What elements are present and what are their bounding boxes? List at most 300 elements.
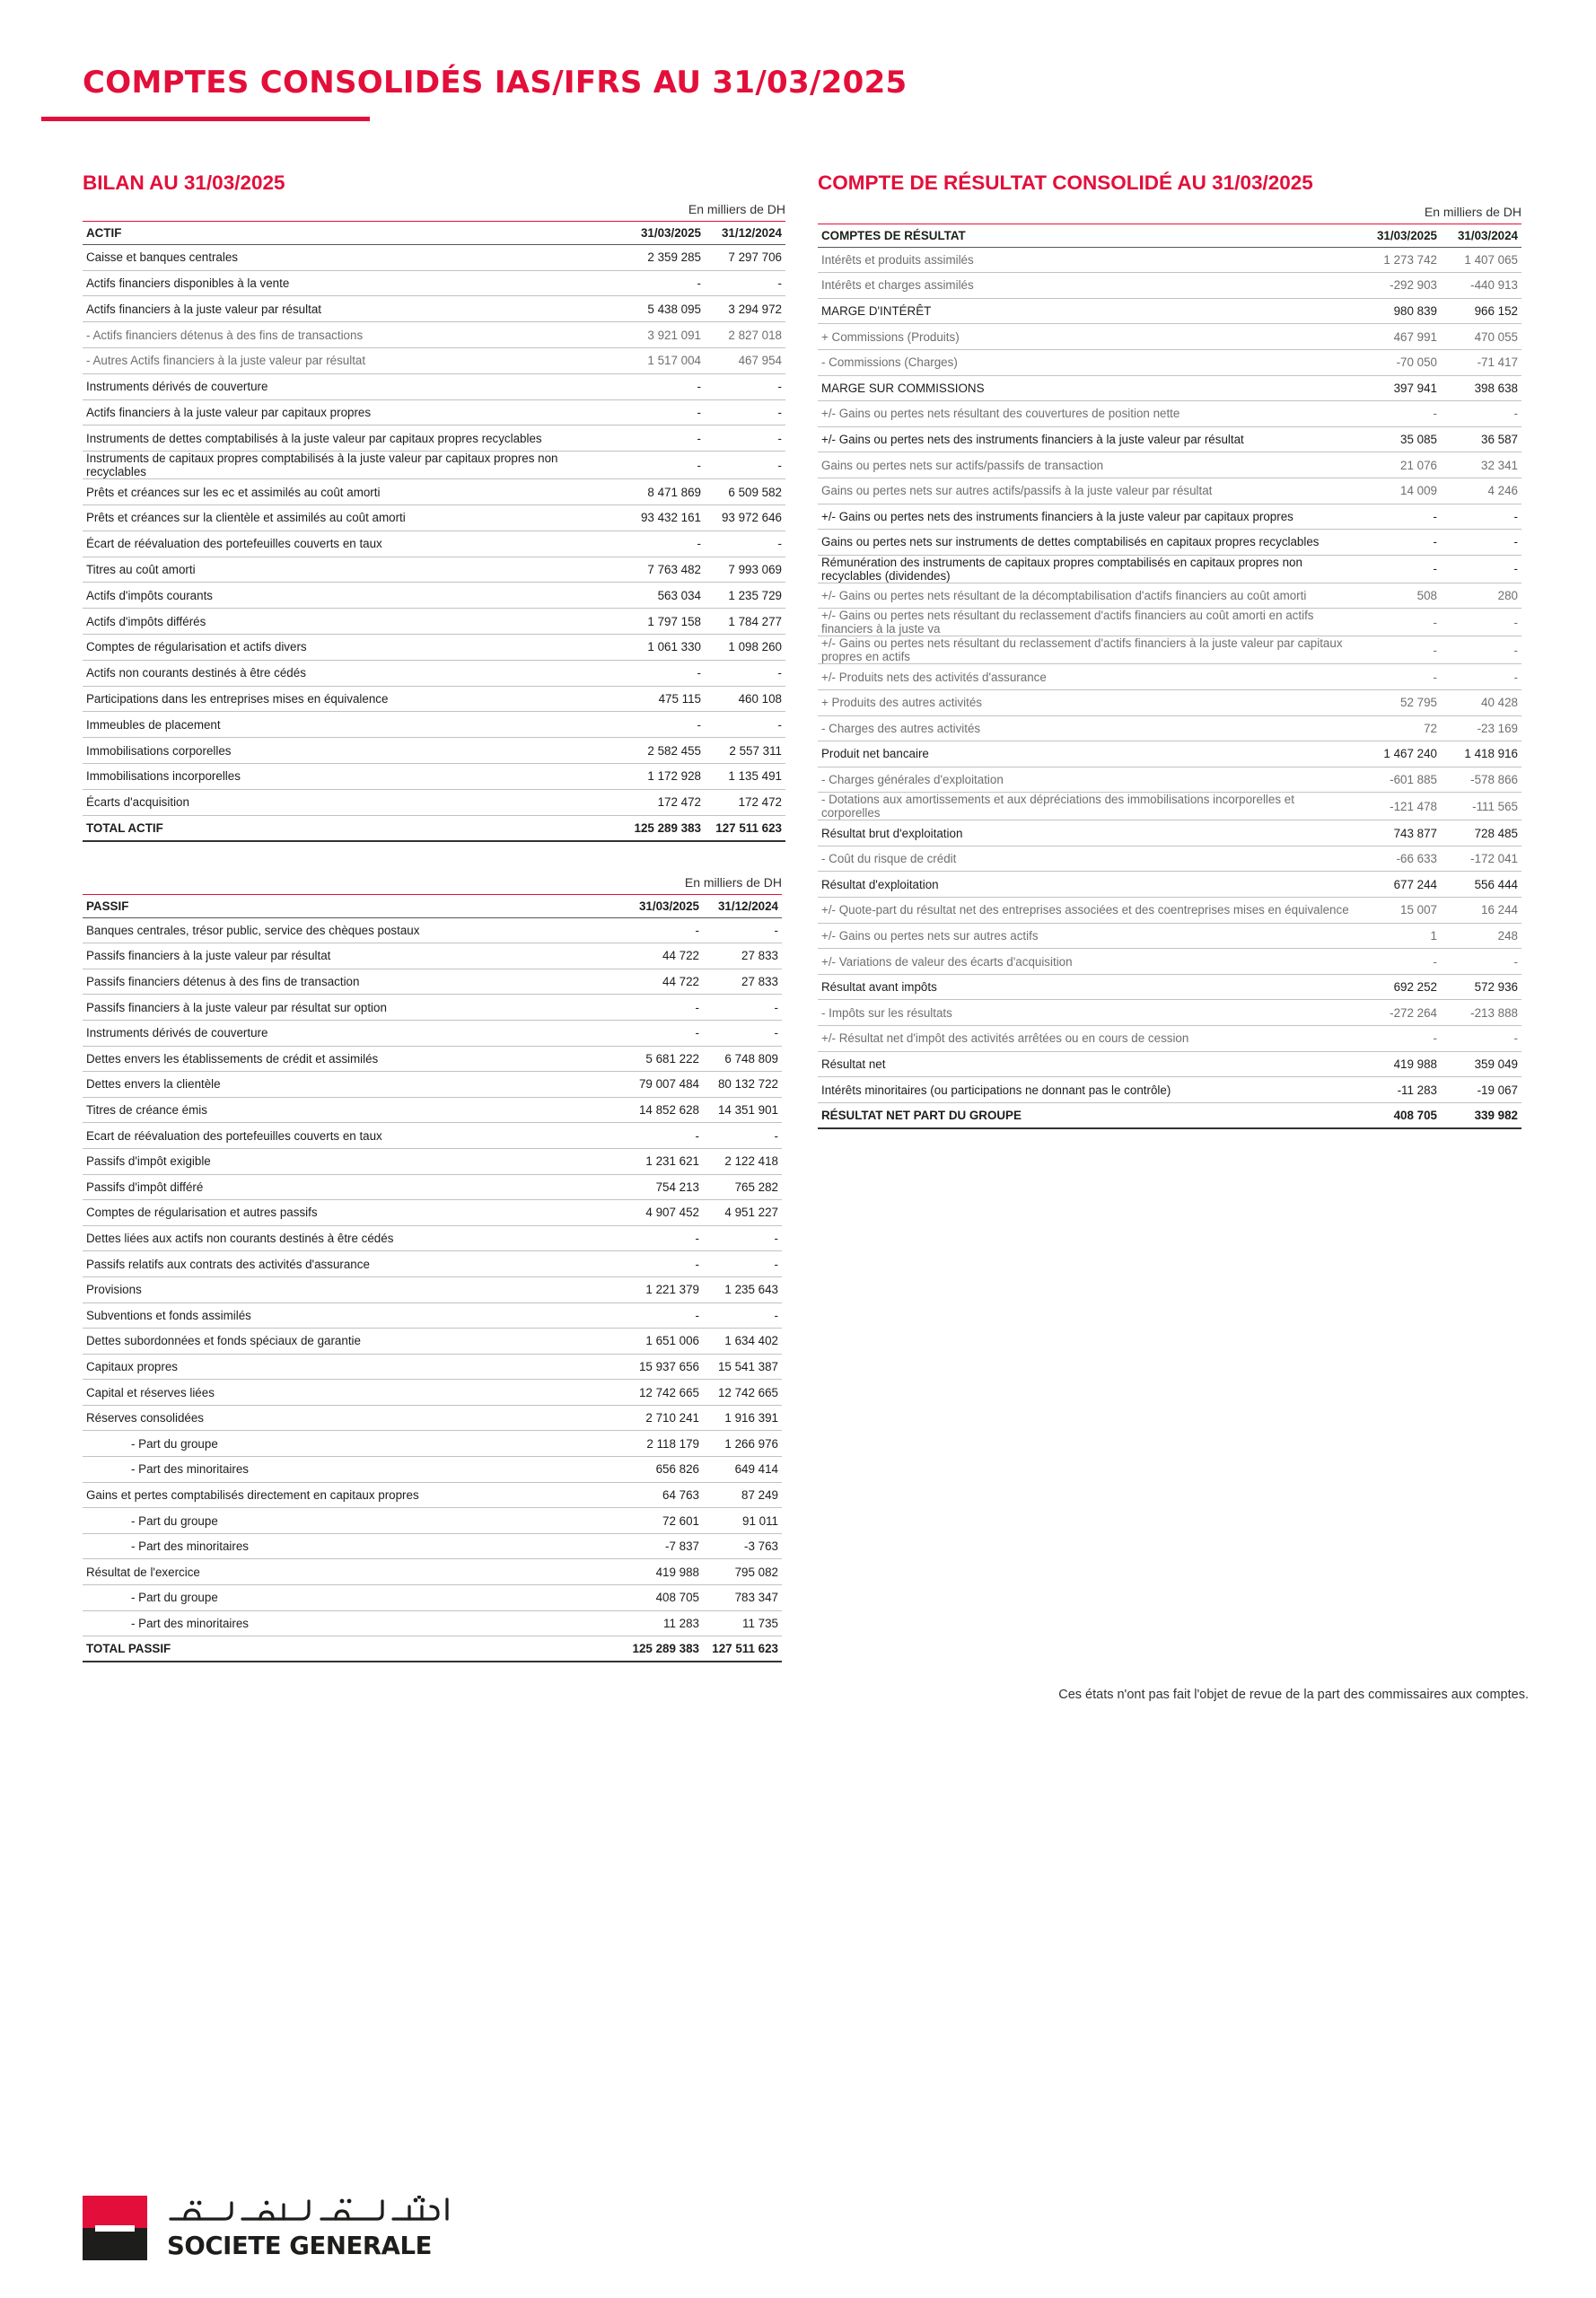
row-value-previous: -: [703, 917, 782, 943]
table-row: [818, 715, 1521, 741]
row-value-previous: 27 833: [703, 969, 782, 995]
table-row: [83, 1533, 782, 1559]
row-value-current: 408 705: [624, 1585, 703, 1611]
cpc-header-row: [818, 224, 1521, 248]
row-value-previous: 2 122 418: [703, 1148, 782, 1174]
row-value-current: 172 472: [624, 789, 705, 815]
row-label: +/- Quote-part du résultat net des entreprises associées et des coentreprises mises en équivalence: [818, 898, 1360, 924]
row-value-previous: 966 152: [1441, 298, 1521, 324]
table-row: [83, 1302, 782, 1329]
column-header-date: 31/12/2024: [703, 895, 782, 918]
row-value-previous: 795 082: [703, 1559, 782, 1585]
table-row: [83, 479, 785, 505]
page-title: COMPTES CONSOLIDÉS IAS/IFRS AU 31/03/2025: [83, 65, 908, 101]
table-row: [83, 1405, 782, 1431]
column-header-date: 31/03/2024: [1441, 224, 1521, 248]
column-header-date: 31/12/2024: [705, 222, 785, 245]
row-value-previous: 7 297 706: [705, 244, 785, 270]
column-header-date: 31/03/2025: [624, 222, 705, 245]
table-row: [83, 943, 782, 969]
row-value-current: 14 009: [1360, 478, 1441, 504]
row-value-previous: 27 833: [703, 943, 782, 969]
row-value-current: 11 283: [624, 1610, 703, 1636]
row-label: Actifs d'impôts différés: [83, 609, 624, 635]
row-value-current: -11 283: [1360, 1077, 1441, 1103]
row-label: +/- Gains ou pertes nets des instruments financiers à la juste valeur par capitaux propres: [818, 504, 1360, 530]
row-label: Gains ou pertes nets sur instruments de dettes comptabilisés en capitaux propres recyclables: [818, 530, 1360, 556]
row-value-current: -66 633: [1360, 846, 1441, 872]
table-row: [818, 1051, 1521, 1077]
row-label: Dettes envers les établissements de crédit et assimilés: [83, 1046, 624, 1072]
row-value-previous: -: [705, 531, 785, 557]
row-label: Immobilisations incorporelles: [83, 763, 624, 789]
row-label: Produit net bancaire: [818, 741, 1360, 767]
row-value-current: -: [1360, 504, 1441, 530]
table-row: [83, 1276, 782, 1302]
row-value-previous: -: [1441, 530, 1521, 556]
row-value-previous: 1 235 643: [703, 1276, 782, 1302]
row-label: Passifs financiers détenus à des fins de transaction: [83, 969, 624, 995]
row-value-previous: 1 235 729: [705, 583, 785, 609]
row-value-current: 2 710 241: [624, 1405, 703, 1431]
row-value-previous: 467 954: [705, 347, 785, 373]
row-value-current: -: [624, 995, 703, 1021]
row-value-previous: 6 509 582: [705, 479, 785, 505]
passif-table: [83, 894, 782, 1662]
table-row: [83, 738, 785, 764]
column-header-label: ACTIF: [83, 222, 624, 245]
row-value-previous: -: [1441, 401, 1521, 427]
table-row: [83, 1354, 782, 1380]
row-value-current: -: [624, 399, 705, 425]
row-label: - Charges des autres activités: [818, 715, 1360, 741]
row-value-previous: 1 916 391: [703, 1405, 782, 1431]
table-row: [83, 1046, 782, 1072]
row-label: Capital et réserves liées: [83, 1380, 624, 1406]
row-value-current: 44 722: [624, 969, 703, 995]
table-row: [83, 1072, 782, 1098]
row-label: TOTAL ACTIF: [83, 815, 624, 841]
row-value-previous: -: [705, 452, 785, 479]
table-row: [818, 349, 1521, 375]
table-row: [83, 347, 785, 373]
row-value-current: 7 763 482: [624, 557, 705, 583]
row-value-current: 467 991: [1360, 324, 1441, 350]
row-value-current: 1 797 158: [624, 609, 705, 635]
row-label: Rémunération des instruments de capitaux propres comptabilisés en capitaux propres non recyclables (dividendes): [818, 555, 1360, 583]
row-value-current: 980 839: [1360, 298, 1441, 324]
row-value-current: -272 264: [1360, 1000, 1441, 1026]
row-label: MARGE D'INTÉRÊT: [818, 298, 1360, 324]
row-value-current: -601 885: [1360, 767, 1441, 793]
table-row: [83, 583, 785, 609]
row-label: Actifs non courants destinés à être cédés: [83, 660, 624, 686]
table-row: [83, 531, 785, 557]
row-label: Passifs financiers à la juste valeur par résultat: [83, 943, 624, 969]
row-value-current: 743 877: [1360, 820, 1441, 846]
row-value-current: 677 244: [1360, 872, 1441, 898]
row-value-previous: 6 748 809: [703, 1046, 782, 1072]
row-label: Ecart de réévaluation des portefeuilles couverts en taux: [83, 1123, 624, 1149]
table-row: [83, 504, 785, 531]
row-value-current: 1 231 621: [624, 1148, 703, 1174]
row-label: - Commissions (Charges): [818, 349, 1360, 375]
row-value-current: 79 007 484: [624, 1072, 703, 1098]
row-value-current: -: [624, 531, 705, 557]
row-label: +/- Variations de valeur des écarts d'acquisition: [818, 949, 1360, 975]
row-label: - Part du groupe: [83, 1431, 624, 1457]
row-value-current: 397 941: [1360, 375, 1441, 401]
row-value-previous: -19 067: [1441, 1077, 1521, 1103]
row-label: Réserves consolidées: [83, 1405, 624, 1431]
table-row: [818, 689, 1521, 715]
row-label: Résultat net: [818, 1051, 1360, 1077]
row-value-current: 125 289 383: [624, 815, 705, 841]
row-value-current: -: [1360, 664, 1441, 690]
table-row: [83, 399, 785, 425]
row-label: RÉSULTAT NET PART DU GROUPE: [818, 1102, 1360, 1128]
row-value-previous: 2 827 018: [705, 322, 785, 348]
table-row: [818, 273, 1521, 299]
row-value-previous: 339 982: [1441, 1102, 1521, 1128]
row-value-previous: 11 735: [703, 1610, 782, 1636]
table-row: [818, 793, 1521, 820]
row-value-current: -: [624, 425, 705, 452]
row-value-current: 419 988: [1360, 1051, 1441, 1077]
row-value-previous: -: [703, 1123, 782, 1149]
table-row: [818, 872, 1521, 898]
row-label: Dettes envers la clientèle: [83, 1072, 624, 1098]
row-value-current: 508: [1360, 583, 1441, 609]
row-value-current: -: [624, 660, 705, 686]
row-value-current: -: [624, 1302, 703, 1329]
row-label: Prêts et créances sur les ec et assimilés au coût amorti: [83, 479, 624, 505]
row-value-previous: -172 041: [1441, 846, 1521, 872]
row-value-current: 64 763: [624, 1482, 703, 1508]
row-value-current: -: [1360, 949, 1441, 975]
column-header-label: COMPTES DE RÉSULTAT: [818, 224, 1360, 248]
row-label: Résultat brut d'exploitation: [818, 820, 1360, 846]
table-row: [83, 322, 785, 348]
table-row: [83, 1329, 782, 1355]
row-value-previous: 93 972 646: [705, 504, 785, 531]
row-label: Instruments de dettes comptabilisés à la juste valeur par capitaux propres recyclables: [83, 425, 624, 452]
row-value-previous: -3 763: [703, 1533, 782, 1559]
table-row: [83, 296, 785, 322]
row-label: Caisse et banques centrales: [83, 244, 624, 270]
row-value-current: 125 289 383: [624, 1636, 703, 1662]
row-label: - Dotations aux amortissements et aux dépréciations des immobilisations incorporelles et corporelles: [818, 793, 1360, 820]
row-value-previous: -: [1441, 664, 1521, 690]
arabic-logotype-icon: [167, 2196, 458, 2226]
table-row: [83, 1585, 782, 1611]
row-label: TOTAL PASSIF: [83, 1636, 624, 1662]
table-row: [818, 974, 1521, 1000]
row-value-current: -: [624, 1251, 703, 1277]
table-row: [818, 820, 1521, 846]
row-label: + Produits des autres activités: [818, 689, 1360, 715]
row-value-current: -: [1360, 530, 1441, 556]
title-underline: [41, 117, 370, 121]
row-value-previous: 32 341: [1441, 452, 1521, 478]
row-value-previous: -: [705, 425, 785, 452]
row-value-previous: 783 347: [703, 1585, 782, 1611]
table-row: [83, 660, 785, 686]
row-label: Passifs d'impôt exigible: [83, 1148, 624, 1174]
row-label: Instruments dérivés de couverture: [83, 373, 624, 399]
table-row: [83, 270, 785, 296]
row-value-previous: 649 414: [703, 1457, 782, 1483]
row-value-previous: -: [1441, 609, 1521, 636]
row-value-current: 72: [1360, 715, 1441, 741]
table-row: [83, 452, 785, 479]
row-value-previous: 1 266 976: [703, 1431, 782, 1457]
actif-unit-label: En milliers de DH: [688, 202, 785, 216]
row-value-current: -292 903: [1360, 273, 1441, 299]
row-label: Instruments de capitaux propres comptabilisés à la juste valeur par capitaux propres non recyclables: [83, 452, 624, 479]
row-value-previous: 572 936: [1441, 974, 1521, 1000]
table-row: [83, 1559, 782, 1585]
table-row: [83, 1431, 782, 1457]
row-value-previous: -: [705, 270, 785, 296]
row-value-previous: 80 132 722: [703, 1072, 782, 1098]
row-label: Écarts d'acquisition: [83, 789, 624, 815]
row-value-previous: 470 055: [1441, 324, 1521, 350]
column-header-date: 31/03/2025: [624, 895, 703, 918]
cpc-title: COMPTE DE RÉSULTAT CONSOLIDÉ AU 31/03/2025: [818, 171, 1313, 194]
table-row: [818, 583, 1521, 609]
row-value-current: 8 471 869: [624, 479, 705, 505]
row-label: + Commissions (Produits): [818, 324, 1360, 350]
row-label: - Actifs financiers détenus à des fins de transactions: [83, 322, 624, 348]
row-value-current: 408 705: [1360, 1102, 1441, 1128]
row-label: +/- Gains ou pertes nets résultant du reclassement d'actifs financiers à la juste valeur par capitaux propres en actifs: [818, 636, 1360, 664]
table-row: [83, 763, 785, 789]
row-label: Gains ou pertes nets sur actifs/passifs de transaction: [818, 452, 1360, 478]
row-value-previous: -213 888: [1441, 1000, 1521, 1026]
row-label: - Part du groupe: [83, 1585, 624, 1611]
row-value-previous: 248: [1441, 923, 1521, 949]
row-label: +/- Gains ou pertes nets des instruments financiers à la juste valeur par résultat: [818, 426, 1360, 452]
row-value-current: 1 061 330: [624, 634, 705, 660]
row-label: Actifs financiers à la juste valeur par capitaux propres: [83, 399, 624, 425]
row-label: +/- Gains ou pertes nets sur autres actifs: [818, 923, 1360, 949]
table-row: [818, 324, 1521, 350]
table-row: [83, 1148, 782, 1174]
row-value-previous: -: [703, 1225, 782, 1251]
table-row: [83, 1457, 782, 1483]
row-label: Intérêts minoritaires (ou participations ne donnant pas le contrôle): [818, 1077, 1360, 1103]
row-label: MARGE SUR COMMISSIONS: [818, 375, 1360, 401]
row-label: Gains et pertes comptabilisés directement en capitaux propres: [83, 1482, 624, 1508]
row-value-current: 44 722: [624, 943, 703, 969]
row-label: - Part des minoritaires: [83, 1610, 624, 1636]
row-label: Passifs financiers à la juste valeur par résultat sur option: [83, 995, 624, 1021]
row-value-previous: 7 993 069: [705, 557, 785, 583]
row-value-previous: -111 565: [1441, 793, 1521, 820]
row-value-previous: 398 638: [1441, 375, 1521, 401]
row-value-previous: -: [1441, 1026, 1521, 1052]
row-value-previous: -23 169: [1441, 715, 1521, 741]
table-row: [83, 1020, 782, 1046]
table-row: [818, 555, 1521, 583]
table-row: [818, 609, 1521, 636]
row-value-current: 5 438 095: [624, 296, 705, 322]
row-value-current: -: [1360, 1026, 1441, 1052]
row-value-current: 419 988: [624, 1559, 703, 1585]
table-row: [83, 1251, 782, 1277]
table-row: [818, 949, 1521, 975]
row-value-current: 1: [1360, 923, 1441, 949]
table-row: [818, 741, 1521, 767]
row-value-current: 12 742 665: [624, 1380, 703, 1406]
row-label: Intérêts et charges assimilés: [818, 273, 1360, 299]
table-row: [818, 401, 1521, 427]
row-value-current: 563 034: [624, 583, 705, 609]
row-value-previous: 14 351 901: [703, 1097, 782, 1123]
table-row: [83, 815, 785, 841]
row-value-current: 72 601: [624, 1508, 703, 1534]
row-value-current: -70 050: [1360, 349, 1441, 375]
row-value-current: 692 252: [1360, 974, 1441, 1000]
column-header-label: PASSIF: [83, 895, 624, 918]
row-value-current: 754 213: [624, 1174, 703, 1200]
societe-generale-logo: [83, 2196, 469, 2264]
table-row: [83, 995, 782, 1021]
row-label: Titres au coût amorti: [83, 557, 624, 583]
table-row: [83, 634, 785, 660]
row-value-previous: 1 098 260: [705, 634, 785, 660]
row-value-current: -: [624, 1020, 703, 1046]
row-value-current: -: [624, 917, 703, 943]
logo-mark-icon: [83, 2196, 147, 2260]
row-value-previous: 1 135 491: [705, 763, 785, 789]
table-row: [83, 1200, 782, 1226]
row-value-current: -: [624, 712, 705, 738]
row-value-current: 5 681 222: [624, 1046, 703, 1072]
row-value-previous: 280: [1441, 583, 1521, 609]
table-row: [83, 789, 785, 815]
column-header-date: 31/03/2025: [1360, 224, 1441, 248]
table-row: [83, 1610, 782, 1636]
row-label: Passifs d'impôt différé: [83, 1174, 624, 1200]
row-value-current: 21 076: [1360, 452, 1441, 478]
row-label: Titres de créance émis: [83, 1097, 624, 1123]
row-value-current: 15 937 656: [624, 1354, 703, 1380]
table-row: [83, 609, 785, 635]
row-value-previous: 12 742 665: [703, 1380, 782, 1406]
row-label: - Part du groupe: [83, 1508, 624, 1534]
table-row: [83, 1508, 782, 1534]
row-value-previous: -: [1441, 636, 1521, 664]
row-label: Subventions et fonds assimilés: [83, 1302, 624, 1329]
row-value-previous: 40 428: [1441, 689, 1521, 715]
row-value-previous: 127 511 623: [703, 1636, 782, 1662]
table-row: [818, 1102, 1521, 1128]
table-row: [818, 530, 1521, 556]
table-row: [818, 375, 1521, 401]
row-value-previous: 460 108: [705, 686, 785, 712]
row-label: Résultat avant impôts: [818, 974, 1360, 1000]
table-row: [818, 298, 1521, 324]
row-value-current: 1 221 379: [624, 1276, 703, 1302]
row-label: +/- Gains ou pertes nets résultant du reclassement d'actifs financiers au coût amorti en actifs financiers à la juste va: [818, 609, 1360, 636]
row-value-current: 656 826: [624, 1457, 703, 1483]
row-value-previous: -71 417: [1441, 349, 1521, 375]
passif-unit-label: En milliers de DH: [684, 875, 782, 890]
row-label: Écart de réévaluation des portefeuilles couverts en taux: [83, 531, 624, 557]
table-row: [818, 247, 1521, 273]
table-row: [818, 767, 1521, 793]
row-value-previous: -: [1441, 504, 1521, 530]
row-value-previous: 16 244: [1441, 898, 1521, 924]
row-value-previous: -: [703, 1020, 782, 1046]
table-row: [83, 1097, 782, 1123]
row-value-current: 14 852 628: [624, 1097, 703, 1123]
row-label: Banques centrales, trésor public, service des chèques postaux: [83, 917, 624, 943]
row-value-previous: -: [705, 712, 785, 738]
audit-note: Ces états n'ont pas fait l'objet de revue de la part des commissaires aux comptes.: [1058, 1688, 1529, 1702]
row-value-previous: 1 784 277: [705, 609, 785, 635]
row-value-previous: 728 485: [1441, 820, 1521, 846]
row-label: Dettes liées aux actifs non courants destinés à être cédés: [83, 1225, 624, 1251]
actif-header-row: [83, 222, 785, 245]
row-value-previous: -440 913: [1441, 273, 1521, 299]
logo-wordmark: SOCIETE GENERALE: [167, 2232, 433, 2260]
row-label: Dettes subordonnées et fonds spéciaux de garantie: [83, 1329, 624, 1355]
table-row: [818, 452, 1521, 478]
row-value-previous: 2 557 311: [705, 738, 785, 764]
table-row: [83, 917, 782, 943]
table-row: [818, 898, 1521, 924]
row-value-current: 1 517 004: [624, 347, 705, 373]
row-label: +/- Produits nets des activités d'assurance: [818, 664, 1360, 690]
row-label: Résultat d'exploitation: [818, 872, 1360, 898]
row-value-current: 1 172 928: [624, 763, 705, 789]
table-row: [83, 244, 785, 270]
row-value-current: 1 273 742: [1360, 247, 1441, 273]
row-label: Provisions: [83, 1276, 624, 1302]
table-row: [83, 1123, 782, 1149]
row-value-previous: -: [1441, 949, 1521, 975]
row-label: Actifs financiers à la juste valeur par résultat: [83, 296, 624, 322]
row-value-current: -: [1360, 555, 1441, 583]
row-value-previous: 4 951 227: [703, 1200, 782, 1226]
row-value-current: 4 907 452: [624, 1200, 703, 1226]
row-value-current: -121 478: [1360, 793, 1441, 820]
table-row: [818, 504, 1521, 530]
row-label: Comptes de régularisation et actifs divers: [83, 634, 624, 660]
row-value-current: 52 795: [1360, 689, 1441, 715]
row-value-previous: -578 866: [1441, 767, 1521, 793]
row-label: - Autres Actifs financiers à la juste valeur par résultat: [83, 347, 624, 373]
table-row: [83, 425, 785, 452]
row-value-current: 2 582 455: [624, 738, 705, 764]
table-row: [83, 1636, 782, 1662]
bilan-title: BILAN AU 31/03/2025: [83, 171, 285, 194]
cpc-unit-label: En milliers de DH: [1424, 205, 1521, 219]
row-value-previous: 91 011: [703, 1508, 782, 1534]
row-label: Actifs d'impôts courants: [83, 583, 624, 609]
row-value-current: 1 467 240: [1360, 741, 1441, 767]
row-label: +/- Gains ou pertes nets résultant de la décomptabilisation d'actifs financiers au coût amorti: [818, 583, 1360, 609]
row-label: Immobilisations corporelles: [83, 738, 624, 764]
row-value-current: -: [624, 452, 705, 479]
row-value-previous: 87 249: [703, 1482, 782, 1508]
row-value-previous: 359 049: [1441, 1051, 1521, 1077]
table-row: [818, 1026, 1521, 1052]
table-row: [818, 923, 1521, 949]
